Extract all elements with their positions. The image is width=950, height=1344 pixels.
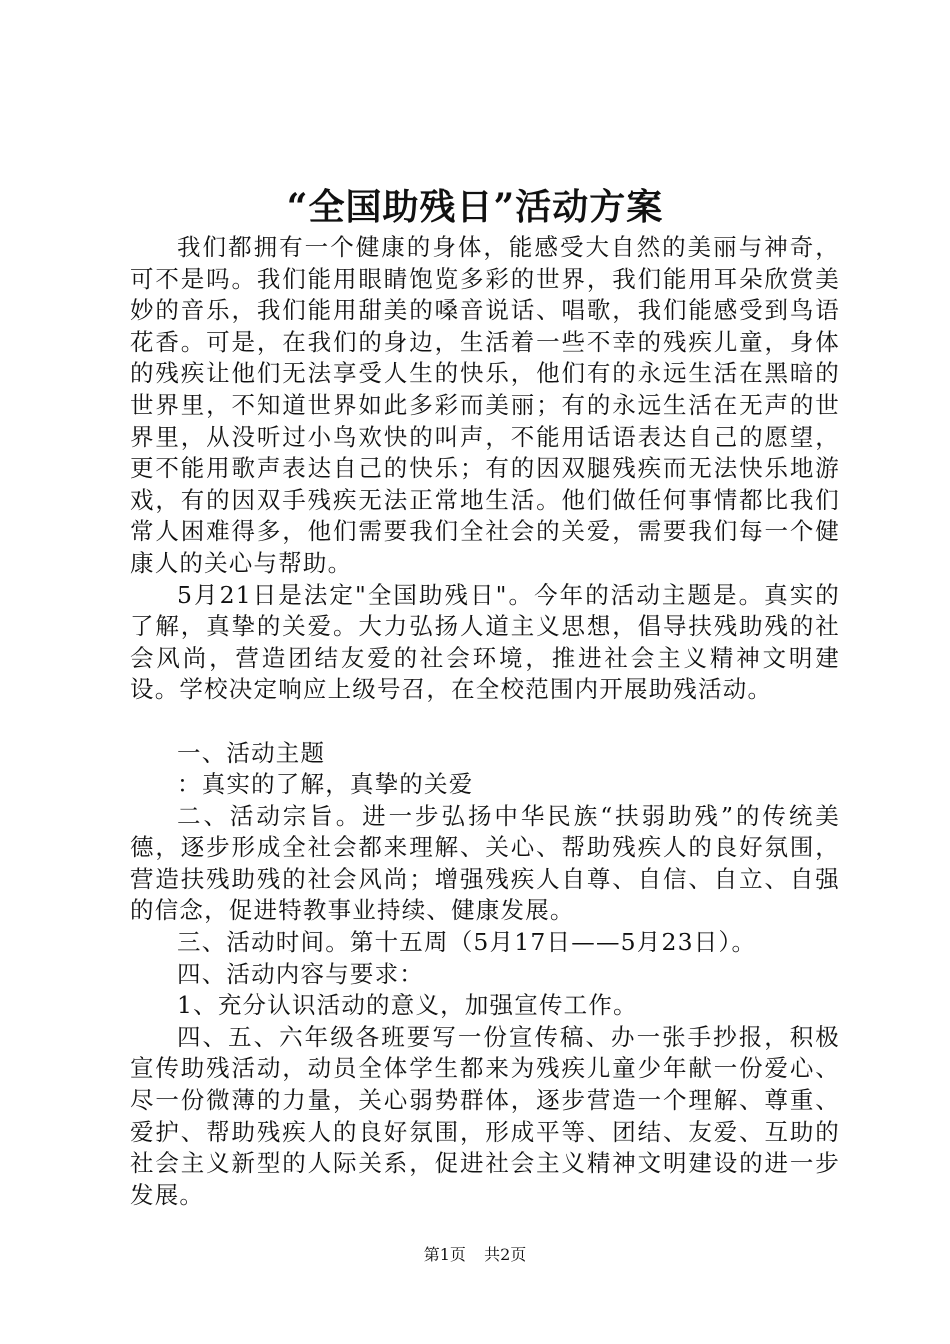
intro-paragraph: 我们都拥有一个健康的身体，能感受大自然的美丽与神奇，可不是吗。我们能用眼睛饱览多彩的世界，我们能用耳朵欣赏美妙的音乐，我们能用甜美的嗓音说话、唱歌，我们能感受到鸟语花香。可是，在我们的身边，生活着一些不幸的残疾儿童，身体的残疾让他们无法享受人生的快乐，他们有的永远生活在黑暗的世界里，不知道世界如此多彩而美丽；有的永远生活在无声的世界里，从没听过小鸟欢快的叫声，不能用话语表达自己的愿望，更不能用歌声表达自己的快乐；有的因双腿残疾而无法快乐地游戏，有的因双手残疾无法正常地生活。他们做任何事情都比我们常人困难得多，他们需要我们全社会的关爱，需要我们每一个健康人的关心与帮助。: [130, 233, 840, 577]
section-heading-content: 四、活动内容与要求：: [177, 959, 424, 988]
time-paragraph: 三、活动时间。第十五周（5月17日——5月23日）。: [177, 928, 757, 957]
page-number: 第1页: [423, 1245, 466, 1264]
page-footer: [0, 1244, 950, 1266]
requirement-detail-paragraph: 四、五、六年级各班要写一份宣传稿、办一张手抄报，积极宣传助残活动，动员全体学生都来为残疾儿童少年献一份爱心、尽一份微薄的力量，关心弱势群体，逐步营造一个理解、尊重、爱护、帮助残疾人的良好氛围，形成平等、团结、友爱、互助的社会主义新型的人际关系，促进社会主义精神文明建设的进一步发展。: [130, 1022, 840, 1209]
purpose-paragraph: 二、活动宗旨。进一步弘扬中华民族“扶弱助残”的传统美德，逐步形成全社会都来理解、关心、帮助残疾人的良好氛围，营造扶残助残的社会风尚；增强残疾人自尊、自信、自立、自强的信念，促进特教事业持续、健康发展。: [130, 801, 840, 925]
document-body: [130, 232, 840, 1211]
theme-text: ：真实的了解，真挚的关爱: [177, 770, 474, 799]
background-paragraph: 5月21日是法定"全国助残日"。今年的活动主题是。真实的了解，真挚的关爱。大力弘扬人道主义思想，倡导扶残助残的社会风尚，营造团结友爱的社会环境，推进社会主义精神文明建设。学校决定响应上级号召，在全校范围内开展助残活动。: [130, 580, 840, 704]
page-total: 共2页: [484, 1245, 527, 1264]
requirement-item-1: 1、充分认识活动的意义，加强宣传工作。: [177, 991, 638, 1020]
document-title: “全国助残日”活动方案: [286, 186, 664, 228]
section-heading-theme: 一、活动主题: [177, 738, 326, 767]
